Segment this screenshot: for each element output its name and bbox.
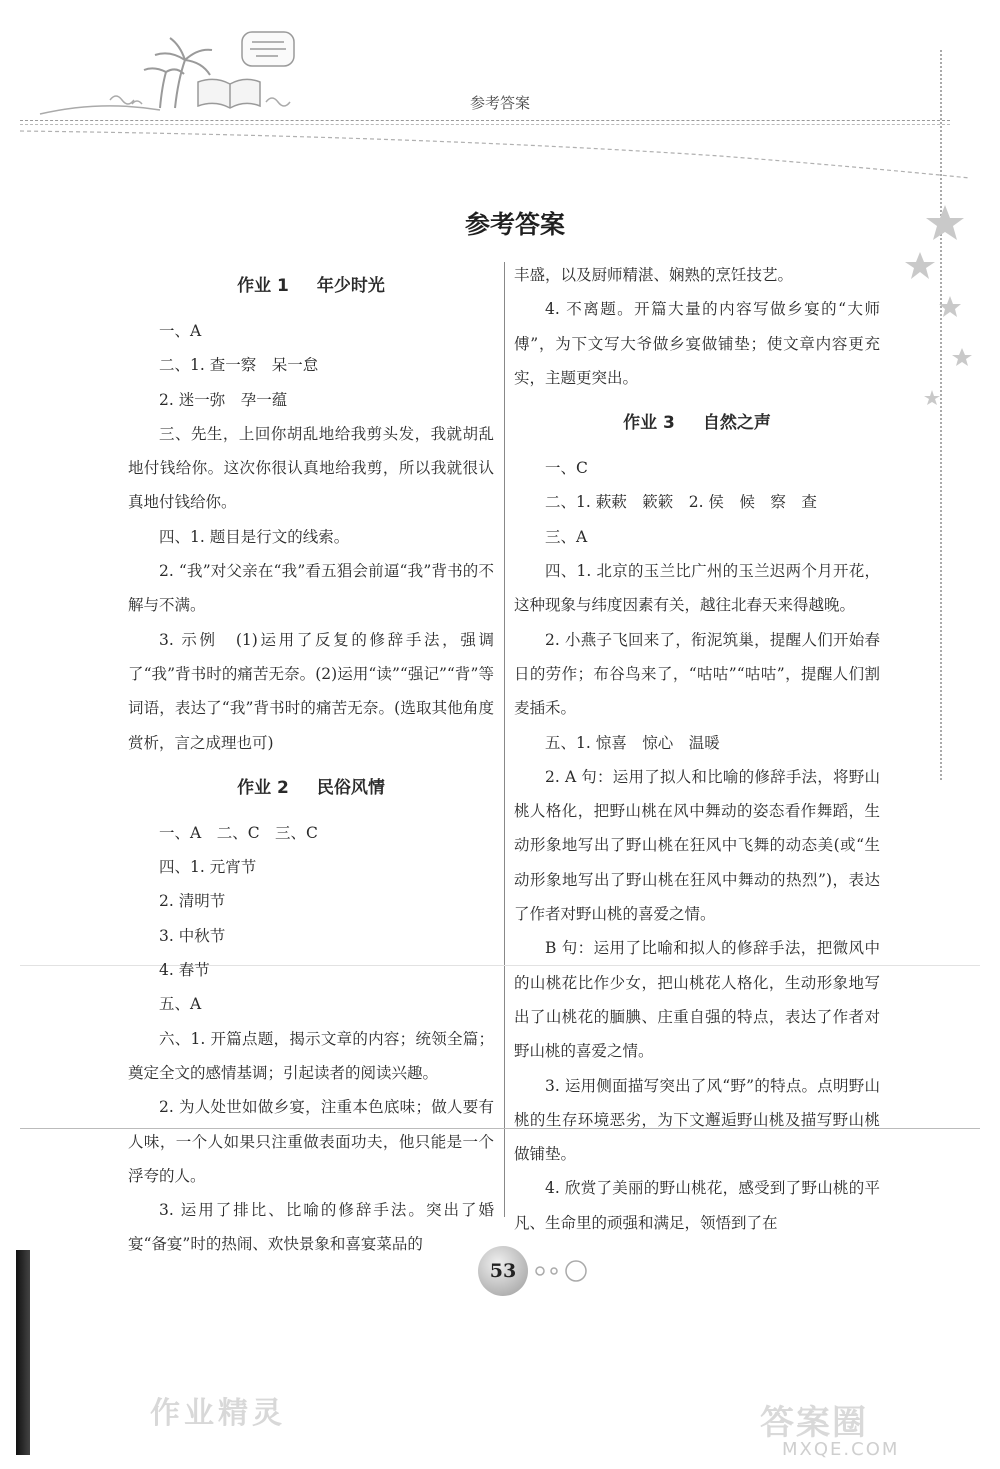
answer-paragraph: 一、A 二、C 三、C bbox=[159, 823, 318, 842]
answer-paragraph: 五、1. 惊喜 惊心 温暖 bbox=[545, 733, 720, 752]
answer-paragraph: 2. 小燕子飞回来了，衔泥筑巢，提醒人们开始春日的劳作；布谷鸟来了，“咕咕”“咕咕”，提醒人们割麦插禾。 bbox=[514, 630, 880, 718]
answer-paragraph: 4. 不离题。开篇大量的内容写做乡宴的“大师傅”，为下文写大爷做乡宴做铺垫；使文章内容更充实，主题更突出。 bbox=[514, 300, 880, 387]
star-icon bbox=[924, 390, 940, 405]
answer-paragraph: 五、A bbox=[159, 995, 202, 1014]
section-body bbox=[128, 816, 494, 1262]
section-heading bbox=[514, 395, 880, 451]
answer-paragraph: 丰盛，以及厨师精湛、娴熟的烹饪技艺。 bbox=[514, 266, 794, 284]
star-icon bbox=[905, 252, 935, 279]
answer-paragraph: 2. “我”对父亲在“我”看五猖会前逼“我”背书的不解与不满。 bbox=[128, 562, 494, 615]
answer-paragraph: 二、1. 查一察 呆一怠 bbox=[159, 356, 319, 375]
section-number: 作业 3 bbox=[623, 413, 675, 434]
answer-paragraph: 四、1. 题目是行文的线索。 bbox=[159, 527, 350, 546]
sign-icon bbox=[242, 32, 294, 66]
answer-paragraph: 2. A 句：运用了拟人和比喻的修辞手法，将野山桃人格化，把野山桃在风中舞动的姿态看作舞蹈，生动形象地写出了野山桃在狂风中飞舞的动态美(或“生动形象地写出了野山桃在狂风中舞动的热烈”)，表达了作者对野山桃的喜爱之情。 bbox=[514, 767, 880, 924]
logo-url: MXQE.COM bbox=[782, 1439, 900, 1460]
answer-paragraph: 三、A bbox=[545, 527, 588, 546]
page-title: 参考答案 bbox=[464, 210, 565, 239]
answer-paragraph: 六、1. 开篇点题，揭示文章的内容；统领全篇；奠定全文的感情基调；引起读者的阅读兴趣。 bbox=[128, 1029, 494, 1082]
star-icon bbox=[952, 348, 972, 366]
answer-paragraph: 3. 运用侧面描写突出了风“野”的特点。点明野山桃的生存环境恶劣，为下文邂逅野山桃及描写野山桃做铺垫。 bbox=[514, 1076, 880, 1164]
answer-paragraph: 3. 运用了排比、比喻的修辞手法。突出了婚宴“备宴”时的热闹、欢快景象和喜宴菜品的 bbox=[128, 1201, 494, 1254]
left-column bbox=[128, 258, 494, 1262]
corner-logo bbox=[760, 1395, 990, 1465]
answer-paragraph: 3. 中秋节 bbox=[159, 926, 226, 945]
answer-paragraph: 3. 示例 (1)运用了反复的修辞手法，强调了“我”背书时的痛苦无奈。(2)运用“读”“强记”“背”等词语，表达了“我”背书时的痛苦无奈。(选取其他角度赏析，言之成理也可) bbox=[128, 630, 494, 752]
section-body bbox=[128, 314, 494, 760]
header-rule bbox=[20, 120, 950, 121]
section-number: 作业 2 bbox=[237, 777, 289, 798]
answer-paragraph: 4. 春节 bbox=[159, 961, 210, 980]
answer-paragraph: 2. 迷一弥 孕一蕴 bbox=[159, 390, 288, 409]
page-number: 53 bbox=[478, 1246, 528, 1296]
answer-paragraph: 一、A bbox=[159, 322, 202, 340]
star-icon bbox=[939, 296, 961, 317]
answer-paragraph: 一、C bbox=[545, 459, 588, 478]
right-column bbox=[514, 258, 880, 1240]
answer-paragraph: 四、1. 元宵节 bbox=[159, 858, 257, 877]
answer-paragraph: 2. 清明节 bbox=[159, 892, 226, 911]
header-rule-secondary bbox=[20, 124, 950, 125]
section-heading bbox=[128, 760, 494, 816]
binding-shadow bbox=[16, 1250, 30, 1455]
answer-paragraph: 三、先生，上回你胡乱地给我剪头发，我就胡乱地付钱给你。这次你很认真地给我剪，所以我就很认真地付钱给你。 bbox=[128, 424, 494, 512]
column-divider bbox=[504, 262, 505, 1217]
answer-paragraph: 二、1. 蔌蔌 簌簌 2. 侯 候 察 查 bbox=[545, 493, 817, 512]
section-name: 自然之声 bbox=[702, 413, 771, 434]
continued-text bbox=[514, 258, 880, 395]
section-name: 民俗风情 bbox=[316, 777, 385, 798]
section-name: 年少时光 bbox=[316, 276, 385, 296]
section-body bbox=[514, 451, 880, 1240]
header-curve bbox=[20, 126, 970, 186]
running-header: 参考答案 bbox=[469, 94, 530, 112]
section-number: 作业 1 bbox=[237, 276, 289, 296]
answer-paragraph: 4. 欣赏了美丽的野山桃花，感受到了野山桃的平凡、生命里的顽强和满足，领悟到了在 bbox=[514, 1179, 880, 1232]
answer-paragraph: 2. 为人处世如做乡宴，注重本色底味；做人要有人味，一个人如果只注重做表面功夫，他只能是一个浮夸的人。 bbox=[128, 1098, 494, 1185]
watermark: 作业精灵 bbox=[150, 1396, 286, 1431]
answer-paragraph: 四、1. 北京的玉兰比广州的玉兰迟两个月开花，这种现象与纬度因素有关，越往北春天来得越晚。 bbox=[514, 562, 880, 615]
section-heading bbox=[128, 258, 494, 314]
logo-text: 答案圈 bbox=[760, 1403, 868, 1443]
page-number-decoration bbox=[530, 1256, 600, 1286]
answer-paragraph: B 句：运用了比喻和拟人的修辞手法，把微风中的山桃花比作少女，把山桃花人格化，生动形象地写出了山桃花的腼腆、庄重自强的特点，表达了作者对野山桃的喜爱之情。 bbox=[514, 939, 880, 1061]
